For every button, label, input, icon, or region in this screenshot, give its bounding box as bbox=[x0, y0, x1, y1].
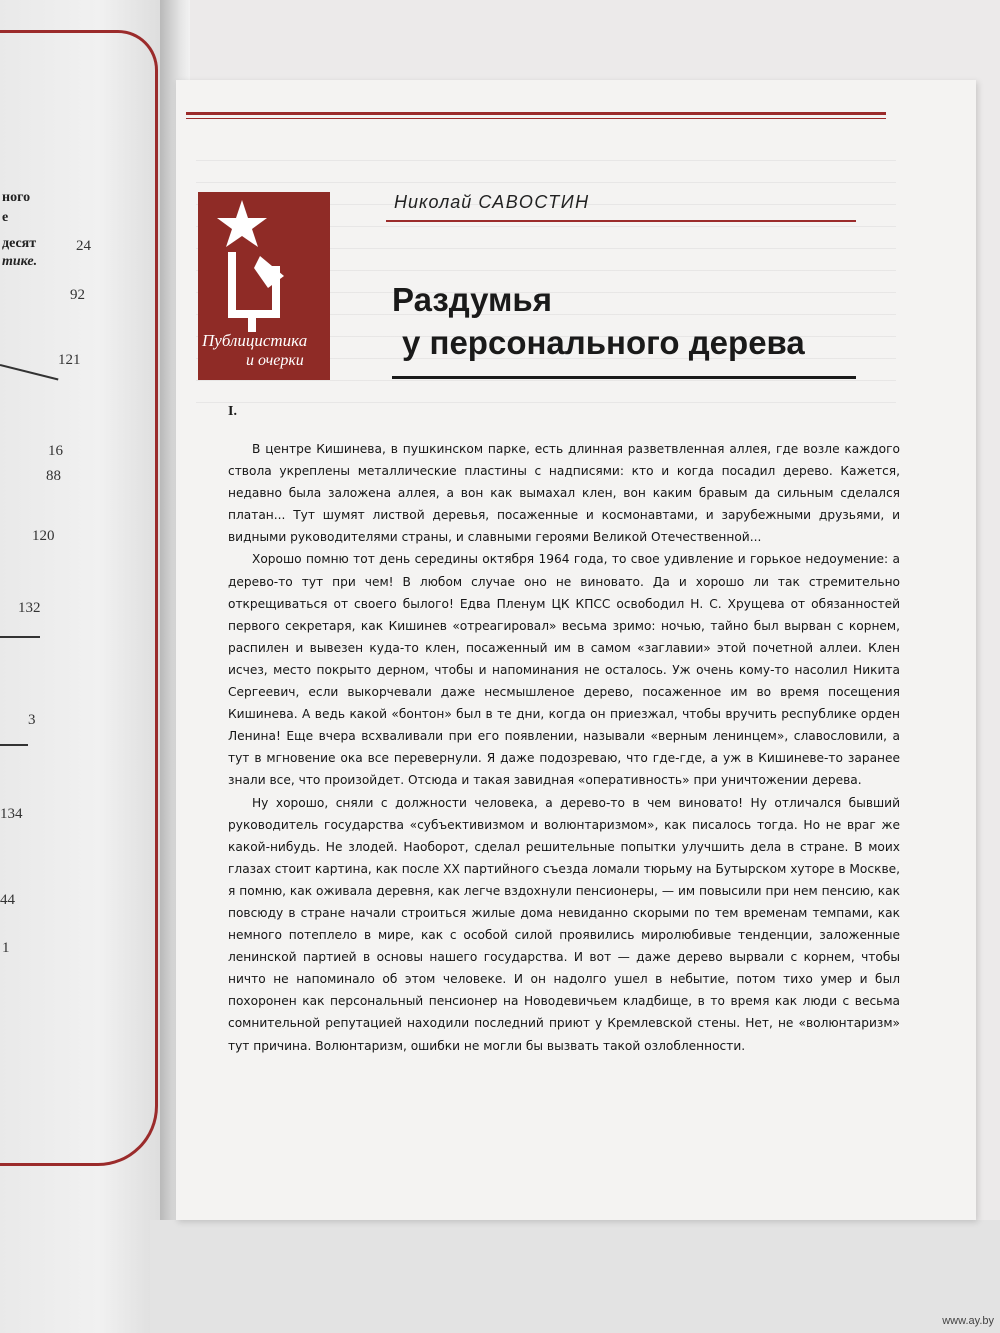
left-page-number: 44 bbox=[0, 892, 15, 908]
badge-label-line2: и очерки bbox=[246, 352, 304, 369]
paragraph: Хорошо помню тот день середины октября 1964 года, то свое удивление и горькое недоумение: а дерево-то тут при чем! В любом случае оно не виновато. Да и хорошо ли так стремительно открещиваться от своего былого! Едва Пленум ЦК КПСС освободил Н. С. Хрущева от обязанностей первого секретаря, как Кишинев «отреагировал» весьма зримо: ночью, тайно был вырван с корнем, распилен и вывезен куда-то клен, посаженный им в самом «заглавии» этой почетной аллеи. Клен исчез, место покрыто дерном, чтобы и напоминания не осталось. Уж очень кому-то насолил Никита Сергеевич, если выкорчевали даже несмышленое дерево, посаженное им во время посещения Кишинева. А ведь какой «бонтон» был в те дни, когда он приезжал, чтобы вручить республике орден Ленина! Еще вчера всхваливали при его появлении, называли «верным ленинцем», славословили, а тут в мгновение ока все перевернули. Я даже подозреваю, что где-где, а уж в Кишиневе-то заранее знали все, что произойдет. Отсюда и такая завидная «оперативность» при уничтожении дерева. bbox=[228, 552, 900, 788]
left-fragment: тике. bbox=[2, 254, 38, 269]
header-rule-thin bbox=[186, 118, 886, 119]
title-rule bbox=[392, 376, 856, 379]
article-body bbox=[228, 438, 900, 1057]
left-page-number: 92 bbox=[70, 287, 85, 303]
left-page-number: 132 bbox=[18, 600, 41, 616]
left-page-number: 3 bbox=[28, 712, 36, 728]
article-title bbox=[392, 278, 872, 364]
author-rule bbox=[386, 220, 856, 222]
paragraph: В центре Кишинева, в пушкинском парке, есть длинная разветвленная аллея, где возле каждого ствола укреплены металлические пластины с надписями: кто и когда посадил дерево. Кажется, недавно была заложена аллея, а вон как вымахал клен, вон каким бравым да сильным сделался платан... Тут шумят листвой деревья, посаженные и космонавтами, и зарубежными друзьями, и видными руководителями страны, и славными героями Великой Отечественной... bbox=[228, 442, 900, 545]
section-badge bbox=[198, 192, 330, 380]
watermark: www.ay.by bbox=[942, 1315, 994, 1327]
badge-label-line1: Публицистика bbox=[202, 331, 308, 350]
page-underlay bbox=[150, 1220, 1000, 1333]
left-fragment: ного bbox=[2, 190, 31, 205]
left-page bbox=[0, 0, 165, 1333]
paragraph: Ну хорошо, сняли с должности человека, а дерево-то в чем виновато! Ну отличался бывший руководитель государства «субъективизмом и волюнтаризмом», как писалось тогда. Но не враг же какой-нибудь. Не злодей. Наоборот, сделал решительные попытки улучшить дела в стране. В моих глазах стоит картина, как после XX партийного съезда ломали тюрьму на Бутырском хуторе в Москве, я помню, как оживала деревня, как легче вздохнули пенсионеры, — им повысили при нем пенсию, как повсюду в стране начали строиться жилые дома невиданно скорыми по тем временам темпами, как немного потеплело в мире, как с особой силой проявились миролюбивые тенденции, заложенные ленинской партией в основы нашего государства. И вот — даже дерево вырвали с корнем, чтобы ничто не напоминало об этом человеке. И он надолго ушел в небытие, потом тихо умер и был похоронен как персональный пенсионер на Новодевичьем кладбище, в то время как люди с весьма сомнительной репутацией находили последний приют у Кремлевской стены. Нет, не «волюнтаризм» тут причина. Волюнтаризм, ошибки не могли бы вызвать такой озлобленности. bbox=[228, 795, 900, 1053]
title-line-1: Раздумья bbox=[392, 281, 552, 318]
author-last-name: САВОСТИН bbox=[478, 192, 590, 212]
section-number: I. bbox=[228, 404, 237, 419]
title-line-2: у персонального дерева bbox=[402, 324, 805, 361]
left-page-number: 121 bbox=[58, 352, 81, 368]
author-name bbox=[394, 192, 590, 213]
left-page-number: 24 bbox=[76, 238, 91, 254]
left-rule bbox=[0, 636, 40, 638]
left-page-number: 1 bbox=[2, 940, 10, 956]
left-page-number: 120 bbox=[32, 528, 55, 544]
article-page bbox=[176, 80, 976, 1220]
author-first-name: Николай bbox=[394, 192, 473, 212]
left-page-number: 16 bbox=[48, 443, 63, 459]
left-page-number: 134 bbox=[0, 806, 23, 822]
left-fragment: десят bbox=[2, 236, 37, 251]
left-page-number: 88 bbox=[46, 468, 61, 484]
left-rule bbox=[0, 744, 28, 746]
header-rule bbox=[186, 112, 886, 115]
left-fragment: е bbox=[2, 210, 9, 225]
